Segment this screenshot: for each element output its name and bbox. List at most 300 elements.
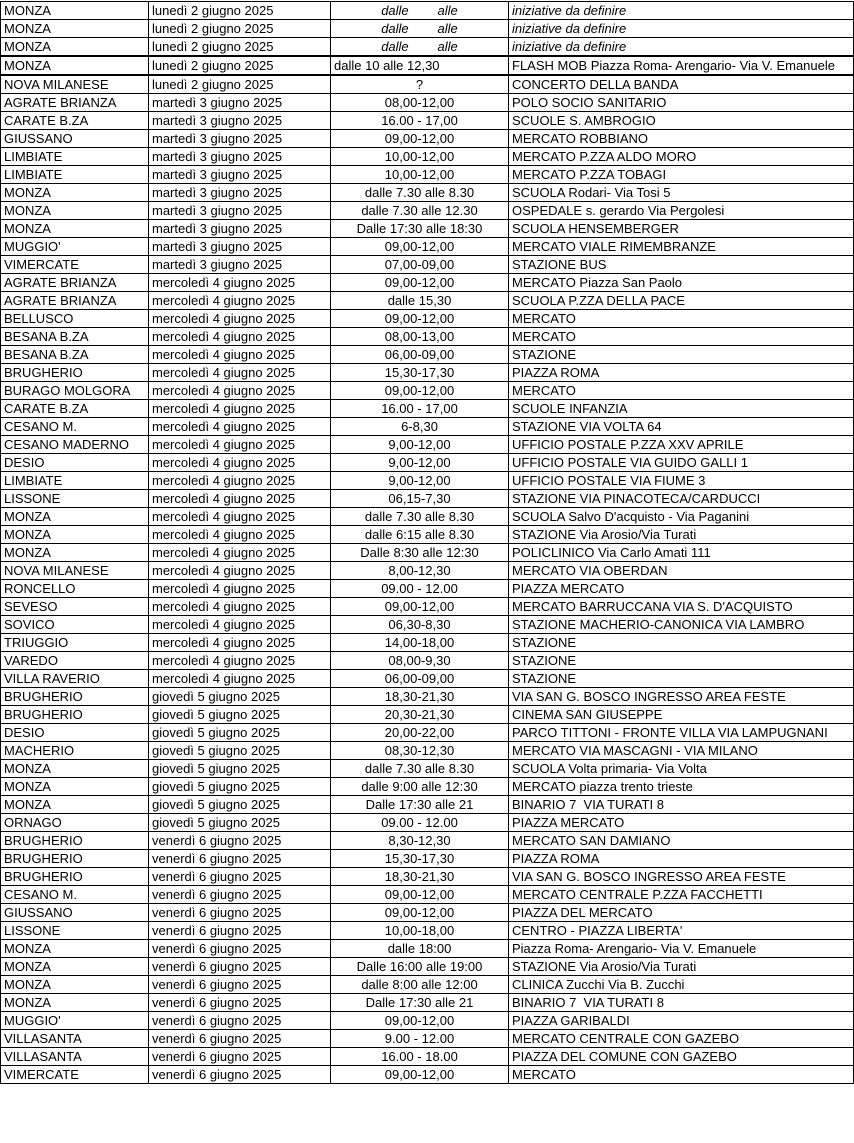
city-cell: MUGGIO' [1,1012,149,1030]
city-cell: LISSONE [1,922,149,940]
city-cell: BURAGO MOLGORA [1,382,149,400]
date-cell: giovedì 5 giugno 2025 [149,706,331,724]
city-cell: MONZA [1,778,149,796]
date-cell: lunedì 2 giugno 2025 [149,20,331,38]
time-cell: 09,00-12,00 [331,238,509,256]
city-cell: MONZA [1,220,149,238]
city-cell: BRUGHERIO [1,832,149,850]
date-cell: mercoledì 4 giugno 2025 [149,508,331,526]
table-row [1,20,854,38]
date-cell: lunedì 2 giugno 2025 [149,75,331,94]
city-cell: SEVESO [1,598,149,616]
date-cell: venerdì 6 giugno 2025 [149,886,331,904]
date-cell: martedì 3 giugno 2025 [149,202,331,220]
location-cell: MERCATO SAN DAMIANO [509,832,854,850]
location-cell: POLO SOCIO SANITARIO [509,94,854,112]
date-cell: venerdì 6 giugno 2025 [149,940,331,958]
location-cell: PIAZZA DEL COMUNE CON GAZEBO [509,1048,854,1066]
date-cell: mercoledì 4 giugno 2025 [149,472,331,490]
time-cell: 06,30-8,30 [331,616,509,634]
city-cell: MONZA [1,202,149,220]
time-cell: 09,00-12,00 [331,904,509,922]
time-cell: dalle 7.30 alle 12.30 [331,202,509,220]
time-cell: dalle 10 alle 12,30 [331,56,509,75]
time-cell: 9.00 - 12.00 [331,1030,509,1048]
time-cell: 09.00 - 12.00 [331,814,509,832]
table-row [1,148,854,166]
city-cell: CARATE B.ZA [1,112,149,130]
location-cell: STAZIONE [509,652,854,670]
table-row [1,220,854,238]
table-row [1,976,854,994]
city-cell: MONZA [1,2,149,20]
city-cell: TRIUGGIO [1,634,149,652]
table-row [1,256,854,274]
date-cell: lunedì 2 giugno 2025 [149,38,331,57]
time-cell: 09,00-12,00 [331,886,509,904]
time-cell: 9,00-12,00 [331,472,509,490]
table-row [1,760,854,778]
date-cell: mercoledì 4 giugno 2025 [149,274,331,292]
time-cell: dalle 9:00 alle 12:30 [331,778,509,796]
date-cell: martedì 3 giugno 2025 [149,256,331,274]
city-cell: MONZA [1,760,149,778]
location-cell: VIA SAN G. BOSCO INGRESSO AREA FESTE [509,688,854,706]
location-cell: PIAZZA ROMA [509,850,854,868]
time-cell: 06,00-09,00 [331,346,509,364]
city-cell: LIMBIATE [1,472,149,490]
table-row [1,1030,854,1048]
location-cell: MERCATO piazza trento trieste [509,778,854,796]
date-cell: mercoledì 4 giugno 2025 [149,562,331,580]
table-row [1,1012,854,1030]
location-cell: Piazza Roma- Arengario- Via V. Emanuele [509,940,854,958]
city-cell: MUGGIO' [1,238,149,256]
location-cell: SCUOLE INFANZIA [509,400,854,418]
time-cell: 20,00-22,00 [331,724,509,742]
time-cell: 09.00 - 12.00 [331,580,509,598]
table-row [1,130,854,148]
location-cell: SCUOLE S. AMBROGIO [509,112,854,130]
table-row [1,292,854,310]
city-cell: MONZA [1,56,149,75]
date-cell: mercoledì 4 giugno 2025 [149,652,331,670]
city-cell: LIMBIATE [1,148,149,166]
city-cell: AGRATE BRIANZA [1,274,149,292]
city-cell: MONZA [1,38,149,57]
time-cell: 15,30-17,30 [331,364,509,382]
city-cell: MONZA [1,958,149,976]
table-row [1,238,854,256]
date-cell: venerdì 6 giugno 2025 [149,994,331,1012]
table-row [1,778,854,796]
city-cell: BRUGHERIO [1,706,149,724]
time-cell: dalle alle [331,38,509,57]
date-cell: giovedì 5 giugno 2025 [149,688,331,706]
table-row [1,94,854,112]
time-cell: 07,00-09,00 [331,256,509,274]
time-cell: Dalle 17:30 alle 21 [331,994,509,1012]
time-cell: dalle 18:00 [331,940,509,958]
city-cell: BESANA B.ZA [1,346,149,364]
table-row [1,562,854,580]
table-row [1,706,854,724]
table-row [1,418,854,436]
table-row [1,166,854,184]
location-cell: MERCATO Piazza San Paolo [509,274,854,292]
location-cell: PIAZZA GARIBALDI [509,1012,854,1030]
date-cell: mercoledì 4 giugno 2025 [149,580,331,598]
date-cell: martedì 3 giugno 2025 [149,166,331,184]
table-row [1,742,854,760]
time-cell: dalle 8:00 alle 12:00 [331,976,509,994]
location-cell: MERCATO VIA OBERDAN [509,562,854,580]
table-row [1,850,854,868]
date-cell: martedì 3 giugno 2025 [149,112,331,130]
time-cell: 09,00-12,00 [331,130,509,148]
table-row [1,544,854,562]
time-cell: Dalle 16:00 alle 19:00 [331,958,509,976]
city-cell: NOVA MILANESE [1,562,149,580]
city-cell: MONZA [1,20,149,38]
table-row [1,580,854,598]
location-cell: STAZIONE [509,670,854,688]
table-row [1,652,854,670]
city-cell: BRUGHERIO [1,850,149,868]
time-cell: 09,00-12,00 [331,382,509,400]
table-row [1,886,854,904]
date-cell: giovedì 5 giugno 2025 [149,742,331,760]
table-row [1,616,854,634]
location-cell: STAZIONE MACHERIO-CANONICA VIA LAMBRO [509,616,854,634]
table-row [1,508,854,526]
city-cell: BRUGHERIO [1,868,149,886]
location-cell: STAZIONE Via Arosio/Via Turati [509,958,854,976]
time-cell: 08,00-13,00 [331,328,509,346]
city-cell: MONZA [1,994,149,1012]
location-cell: UFFICIO POSTALE VIA GUIDO GALLI 1 [509,454,854,472]
date-cell: venerdì 6 giugno 2025 [149,922,331,940]
location-cell: CLINICA Zucchi Via B. Zucchi [509,976,854,994]
date-cell: venerdì 6 giugno 2025 [149,976,331,994]
table-row [1,1048,854,1066]
city-cell: GIUSSANO [1,130,149,148]
table-row [1,436,854,454]
time-cell: 09,00-12,00 [331,598,509,616]
date-cell: martedì 3 giugno 2025 [149,238,331,256]
location-cell: MERCATO CENTRALE CON GAZEBO [509,1030,854,1048]
location-cell: iniziative da definire [509,20,854,38]
location-cell: STAZIONE VIA VOLTA 64 [509,418,854,436]
location-cell: MERCATO [509,382,854,400]
location-cell: SCUOLA Volta primaria- Via Volta [509,760,854,778]
city-cell: BRUGHERIO [1,364,149,382]
time-cell: 9,00-12,00 [331,436,509,454]
date-cell: mercoledì 4 giugno 2025 [149,292,331,310]
location-cell: MERCATO CENTRALE P.ZZA FACCHETTI [509,886,854,904]
time-cell: 16.00 - 17,00 [331,112,509,130]
date-cell: venerdì 6 giugno 2025 [149,1066,331,1084]
table-row [1,688,854,706]
city-cell: MONZA [1,940,149,958]
location-cell: POLICLINICO Via Carlo Amati 111 [509,544,854,562]
city-cell: VILLASANTA [1,1048,149,1066]
table-row [1,472,854,490]
date-cell: venerdì 6 giugno 2025 [149,958,331,976]
date-cell: mercoledì 4 giugno 2025 [149,670,331,688]
date-cell: mercoledì 4 giugno 2025 [149,454,331,472]
location-cell: PIAZZA DEL MERCATO [509,904,854,922]
city-cell: VIMERCATE [1,256,149,274]
table-row [1,526,854,544]
date-cell: giovedì 5 giugno 2025 [149,724,331,742]
time-cell: 8,00-12,30 [331,562,509,580]
location-cell: MERCATO P.ZZA ALDO MORO [509,148,854,166]
location-cell: MERCATO [509,328,854,346]
location-cell: OSPEDALE s. gerardo Via Pergolesi [509,202,854,220]
time-cell: Dalle 17:30 alle 18:30 [331,220,509,238]
date-cell: mercoledì 4 giugno 2025 [149,310,331,328]
date-cell: lunedì 2 giugno 2025 [149,56,331,75]
time-cell: 06,00-09,00 [331,670,509,688]
date-cell: venerdì 6 giugno 2025 [149,850,331,868]
time-cell: dalle 7.30 alle 8.30 [331,184,509,202]
table-row [1,56,854,75]
time-cell: dalle alle [331,20,509,38]
date-cell: giovedì 5 giugno 2025 [149,778,331,796]
time-cell: 10,00-18,00 [331,922,509,940]
date-cell: mercoledì 4 giugno 2025 [149,526,331,544]
city-cell: DESIO [1,454,149,472]
table-row [1,75,854,94]
date-cell: giovedì 5 giugno 2025 [149,760,331,778]
table-row [1,454,854,472]
table-row [1,274,854,292]
city-cell: RONCELLO [1,580,149,598]
city-cell: DESIO [1,724,149,742]
city-cell: MONZA [1,976,149,994]
time-cell: 14,00-18,00 [331,634,509,652]
table-row [1,2,854,20]
date-cell: venerdì 6 giugno 2025 [149,832,331,850]
location-cell: MERCATO [509,1066,854,1084]
table-row [1,994,854,1012]
location-cell: CINEMA SAN GIUSEPPE [509,706,854,724]
date-cell: venerdì 6 giugno 2025 [149,904,331,922]
time-cell: 08,00-12,00 [331,94,509,112]
location-cell: MERCATO ROBBIANO [509,130,854,148]
location-cell: iniziative da definire [509,38,854,57]
time-cell: dalle 15,30 [331,292,509,310]
table-row [1,796,854,814]
date-cell: venerdì 6 giugno 2025 [149,1048,331,1066]
location-cell: STAZIONE Via Arosio/Via Turati [509,526,854,544]
city-cell: MONZA [1,508,149,526]
date-cell: mercoledì 4 giugno 2025 [149,346,331,364]
location-cell: MERCATO VIA MASCAGNI - VIA MILANO [509,742,854,760]
location-cell: PIAZZA MERCATO [509,580,854,598]
date-cell: mercoledì 4 giugno 2025 [149,616,331,634]
table-row [1,940,854,958]
time-cell: 18,30-21,30 [331,868,509,886]
date-cell: mercoledì 4 giugno 2025 [149,418,331,436]
time-cell: 09,00-12,00 [331,1066,509,1084]
city-cell: GIUSSANO [1,904,149,922]
city-cell: SOVICO [1,616,149,634]
table-row [1,598,854,616]
location-cell: PIAZZA MERCATO [509,814,854,832]
date-cell: mercoledì 4 giugno 2025 [149,328,331,346]
date-cell: martedì 3 giugno 2025 [149,130,331,148]
time-cell: 09,00-12,00 [331,1012,509,1030]
schedule-table [0,1,854,1084]
city-cell: MONZA [1,796,149,814]
time-cell: 6-8,30 [331,418,509,436]
location-cell: STAZIONE [509,346,854,364]
time-cell: dalle 7.30 alle 8.30 [331,760,509,778]
location-cell: STAZIONE BUS [509,256,854,274]
time-cell: 10,00-12,00 [331,166,509,184]
city-cell: CARATE B.ZA [1,400,149,418]
time-cell: 18,30-21,30 [331,688,509,706]
city-cell: CESANO M. [1,886,149,904]
city-cell: AGRATE BRIANZA [1,292,149,310]
time-cell: 20,30-21,30 [331,706,509,724]
date-cell: mercoledì 4 giugno 2025 [149,490,331,508]
city-cell: ORNAGO [1,814,149,832]
table-row [1,38,854,57]
city-cell: NOVA MILANESE [1,75,149,94]
location-cell: PIAZZA ROMA [509,364,854,382]
location-cell: CENTRO - PIAZZA LIBERTA' [509,922,854,940]
location-cell: SCUOLA HENSEMBERGER [509,220,854,238]
date-cell: martedì 3 giugno 2025 [149,184,331,202]
city-cell: BELLUSCO [1,310,149,328]
time-cell: 9,00-12,00 [331,454,509,472]
date-cell: mercoledì 4 giugno 2025 [149,634,331,652]
location-cell: UFFICIO POSTALE VIA FIUME 3 [509,472,854,490]
city-cell: MONZA [1,544,149,562]
table-row [1,346,854,364]
date-cell: mercoledì 4 giugno 2025 [149,364,331,382]
table-row [1,364,854,382]
table-row [1,400,854,418]
location-cell: VIA SAN G. BOSCO INGRESSO AREA FESTE [509,868,854,886]
table-row [1,382,854,400]
time-cell: 15,30-17,30 [331,850,509,868]
city-cell: MONZA [1,184,149,202]
table-row [1,832,854,850]
time-cell: dalle 7.30 alle 8.30 [331,508,509,526]
date-cell: mercoledì 4 giugno 2025 [149,382,331,400]
time-cell: dalle 6:15 alle 8.30 [331,526,509,544]
location-cell: SCUOLA Salvo D'acquisto - Via Paganini [509,508,854,526]
table-row [1,670,854,688]
time-cell: 16.00 - 18.00 [331,1048,509,1066]
location-cell: SCUOLA Rodari- Via Tosi 5 [509,184,854,202]
table-body [1,2,854,1084]
city-cell: VIMERCATE [1,1066,149,1084]
city-cell: CESANO MADERNO [1,436,149,454]
time-cell: Dalle 17:30 alle 21 [331,796,509,814]
table-row [1,958,854,976]
date-cell: mercoledì 4 giugno 2025 [149,544,331,562]
city-cell: MONZA [1,526,149,544]
location-cell: BINARIO 7 VIA TURATI 8 [509,796,854,814]
time-cell: Dalle 8:30 alle 12:30 [331,544,509,562]
city-cell: AGRATE BRIANZA [1,94,149,112]
time-cell: 08,00-9,30 [331,652,509,670]
city-cell: VAREDO [1,652,149,670]
table-row [1,490,854,508]
date-cell: giovedì 5 giugno 2025 [149,814,331,832]
table-row [1,328,854,346]
table-row [1,634,854,652]
city-cell: VILLA RAVERIO [1,670,149,688]
time-cell: 09,00-12,00 [331,310,509,328]
location-cell: iniziative da definire [509,2,854,20]
time-cell: dalle alle [331,2,509,20]
location-cell: PARCO TITTONI - FRONTE VILLA VIA LAMPUGNANI [509,724,854,742]
date-cell: venerdì 6 giugno 2025 [149,1012,331,1030]
location-cell: MERCATO [509,310,854,328]
time-cell: 06,15-7,30 [331,490,509,508]
table-row [1,868,854,886]
location-cell: STAZIONE [509,634,854,652]
date-cell: mercoledì 4 giugno 2025 [149,400,331,418]
time-cell: 10,00-12,00 [331,148,509,166]
table-row [1,904,854,922]
table-row [1,310,854,328]
date-cell: giovedì 5 giugno 2025 [149,796,331,814]
time-cell: 08,30-12,30 [331,742,509,760]
table-row [1,724,854,742]
time-cell: 8,30-12,30 [331,832,509,850]
table-row [1,202,854,220]
date-cell: mercoledì 4 giugno 2025 [149,436,331,454]
table-row [1,814,854,832]
city-cell: CESANO M. [1,418,149,436]
date-cell: martedì 3 giugno 2025 [149,220,331,238]
location-cell: MERCATO VIALE RIMEMBRANZE [509,238,854,256]
city-cell: VILLASANTA [1,1030,149,1048]
location-cell: SCUOLA P.ZZA DELLA PACE [509,292,854,310]
city-cell: BESANA B.ZA [1,328,149,346]
time-cell: 09,00-12,00 [331,274,509,292]
date-cell: lunedì 2 giugno 2025 [149,2,331,20]
date-cell: martedì 3 giugno 2025 [149,148,331,166]
date-cell: venerdì 6 giugno 2025 [149,868,331,886]
city-cell: LISSONE [1,490,149,508]
table-row [1,184,854,202]
location-cell: STAZIONE VIA PINACOTECA/CARDUCCI [509,490,854,508]
city-cell: LIMBIATE [1,166,149,184]
date-cell: mercoledì 4 giugno 2025 [149,598,331,616]
location-cell: MERCATO P.ZZA TOBAGI [509,166,854,184]
location-cell: BINARIO 7 VIA TURATI 8 [509,994,854,1012]
city-cell: BRUGHERIO [1,688,149,706]
table-row [1,1066,854,1084]
time-cell: ? [331,75,509,94]
location-cell: MERCATO BARRUCCANA VIA S. D'ACQUISTO [509,598,854,616]
location-cell: CONCERTO DELLA BANDA [509,75,854,94]
date-cell: venerdì 6 giugno 2025 [149,1030,331,1048]
table-row [1,922,854,940]
city-cell: MACHERIO [1,742,149,760]
time-cell: 16.00 - 17,00 [331,400,509,418]
date-cell: martedì 3 giugno 2025 [149,94,331,112]
location-cell: FLASH MOB Piazza Roma- Arengario- Via V. Emanuele [509,56,854,75]
